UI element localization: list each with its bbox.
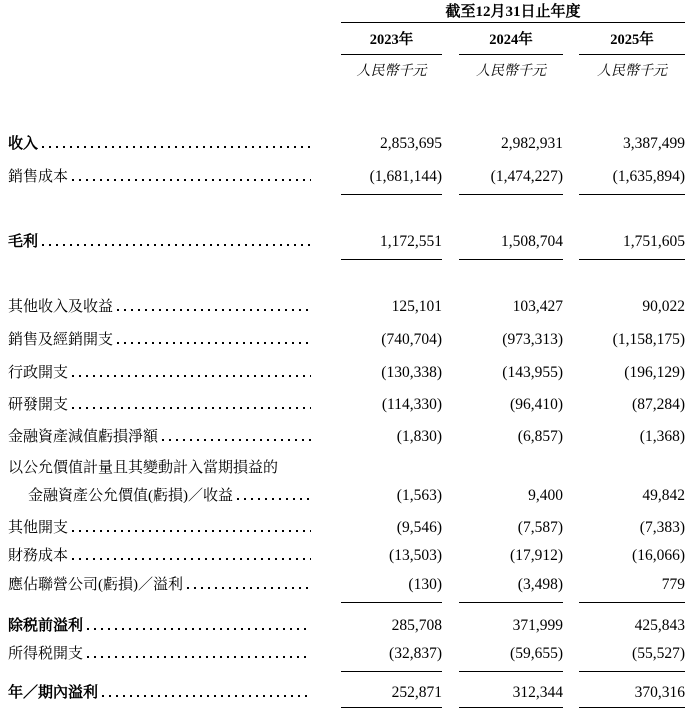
row-label: 毛利 [8, 234, 39, 250]
value-cell: (7,383) [639, 519, 685, 536]
row-label: 銷售及經銷開支 [8, 332, 114, 348]
value-cell: 1,508,704 [459, 231, 563, 260]
dot-leader [117, 309, 311, 311]
row-label: 金融資產公允價值(虧損)／收益 [28, 488, 233, 504]
table-row [8, 329, 685, 351]
dot-leader [87, 656, 311, 658]
value-cell: (17,912) [510, 547, 563, 564]
row-label-area [8, 296, 341, 318]
row-label: 以公允價值計量且其變動計入當期損益的 [8, 460, 279, 476]
period-header: 截至12月31日止年度 [341, 4, 685, 23]
row-label: 收入 [8, 136, 39, 152]
value-cell: 285,708 [391, 617, 442, 634]
value-cell: (1,474,227) [459, 166, 563, 195]
table-row [8, 133, 685, 155]
value-cell: (114,330) [381, 396, 442, 413]
dot-leader [162, 439, 311, 441]
table-header [8, 4, 685, 80]
year-header-row [341, 23, 685, 55]
value-cell: (96,410) [510, 396, 563, 413]
value-cell: (740,704) [381, 331, 442, 348]
table-body [8, 133, 685, 708]
dot-leader [187, 587, 311, 589]
dot-leader [72, 407, 311, 409]
table-row [8, 426, 685, 448]
value-cell: (3,498) [459, 574, 563, 603]
row-label-area [8, 231, 341, 253]
dot-leader [42, 146, 311, 148]
row-label-area [8, 643, 341, 665]
dot-leader [72, 375, 311, 377]
dot-leader [72, 530, 311, 532]
dot-leader [102, 695, 311, 697]
value-cell: (143,955) [502, 364, 563, 381]
row-label: 金融資產減值虧損淨額 [8, 429, 159, 445]
value-cell: (196,129) [624, 364, 685, 381]
row-label-area [8, 615, 341, 637]
row-label-area [8, 457, 685, 479]
value-cell: 425,843 [634, 617, 685, 634]
value-cell: (1,635,894) [579, 166, 685, 195]
value-cell: (32,837) [341, 643, 442, 672]
year-label: 2025年 [579, 23, 685, 55]
value-cell: (130) [341, 574, 442, 603]
value-cell: (1,158,175) [612, 331, 685, 348]
row-label: 行政開支 [8, 365, 69, 381]
table-row [8, 545, 685, 567]
row-label: 所得税開支 [8, 646, 84, 662]
unit-label: 人民幣千元 [476, 64, 546, 79]
row-label-area [8, 485, 341, 507]
value-cell: (87,284) [632, 396, 685, 413]
table-row [8, 231, 685, 260]
value-cell: (59,655) [459, 643, 563, 672]
column-header-area [341, 4, 685, 80]
table-row [8, 643, 685, 672]
value-cell: (6,857) [517, 428, 563, 445]
value-cell: 2,853,695 [380, 135, 442, 152]
row-label-area [8, 574, 341, 596]
row-label-area [8, 329, 341, 351]
value-cell: 2,982,931 [501, 135, 563, 152]
dot-leader [237, 498, 311, 500]
row-label-area [8, 394, 341, 416]
unit-header-row [341, 55, 685, 80]
row-label-area [8, 545, 341, 567]
row-label: 其他開支 [8, 520, 69, 536]
row-label: 財務成本 [8, 548, 69, 564]
table-row [8, 166, 685, 195]
value-cell: 3,387,499 [623, 135, 685, 152]
value-cell: (1,368) [639, 428, 685, 445]
table-row [8, 517, 685, 539]
value-cell: (7,587) [517, 519, 563, 536]
dot-leader [72, 558, 311, 560]
row-label-area [8, 682, 341, 704]
value-cell: (16,066) [632, 547, 685, 564]
value-cell: 252,871 [341, 682, 442, 708]
table-row [8, 682, 685, 708]
table-row [8, 485, 685, 507]
unit-label: 人民幣千元 [597, 64, 667, 79]
row-label-area [8, 426, 341, 448]
value-cell: 9,400 [528, 487, 563, 504]
row-label: 除税前溢利 [8, 618, 84, 634]
value-cell: (13,503) [389, 547, 442, 564]
value-cell: (1,563) [396, 487, 442, 504]
value-cell: 49,842 [642, 487, 685, 504]
value-cell: 90,022 [642, 298, 685, 315]
row-label-area [8, 517, 341, 539]
dot-leader [87, 628, 311, 630]
value-cell: (1,830) [396, 428, 442, 445]
value-cell: 371,999 [512, 617, 563, 634]
row-label: 其他收入及收益 [8, 299, 114, 315]
year-label: 2023年 [341, 23, 442, 55]
value-cell: (9,546) [396, 519, 442, 536]
value-cell: 125,101 [391, 298, 442, 315]
row-label: 研發開支 [8, 397, 69, 413]
table-row [8, 296, 685, 318]
value-cell: 103,427 [512, 298, 563, 315]
dot-leader [42, 244, 311, 246]
value-cell: 1,751,605 [579, 231, 685, 260]
value-cell: (130,338) [381, 364, 442, 381]
value-cell: 1,172,551 [341, 231, 442, 260]
year-label: 2024年 [459, 23, 563, 55]
unit-label: 人民幣千元 [356, 64, 427, 79]
value-cell: 312,344 [459, 682, 563, 708]
table-row [8, 457, 685, 479]
value-cell: 370,316 [579, 682, 685, 708]
table-row [8, 574, 685, 603]
row-label: 銷售成本 [8, 169, 69, 185]
row-label-area [8, 166, 341, 188]
row-label: 年／期內溢利 [8, 685, 99, 701]
table-row [8, 615, 685, 637]
dot-leader [117, 342, 311, 344]
row-label: 應佔聯營公司(虧損)／溢利 [8, 577, 183, 593]
row-label-area [8, 133, 341, 155]
value-cell: 779 [579, 574, 685, 603]
value-cell: (1,681,144) [341, 166, 442, 195]
dot-leader [72, 179, 311, 181]
row-label-area [8, 362, 341, 384]
value-cell: (973,313) [502, 331, 563, 348]
table-row [8, 362, 685, 384]
value-cell: (55,527) [579, 643, 685, 672]
table-row [8, 394, 685, 416]
